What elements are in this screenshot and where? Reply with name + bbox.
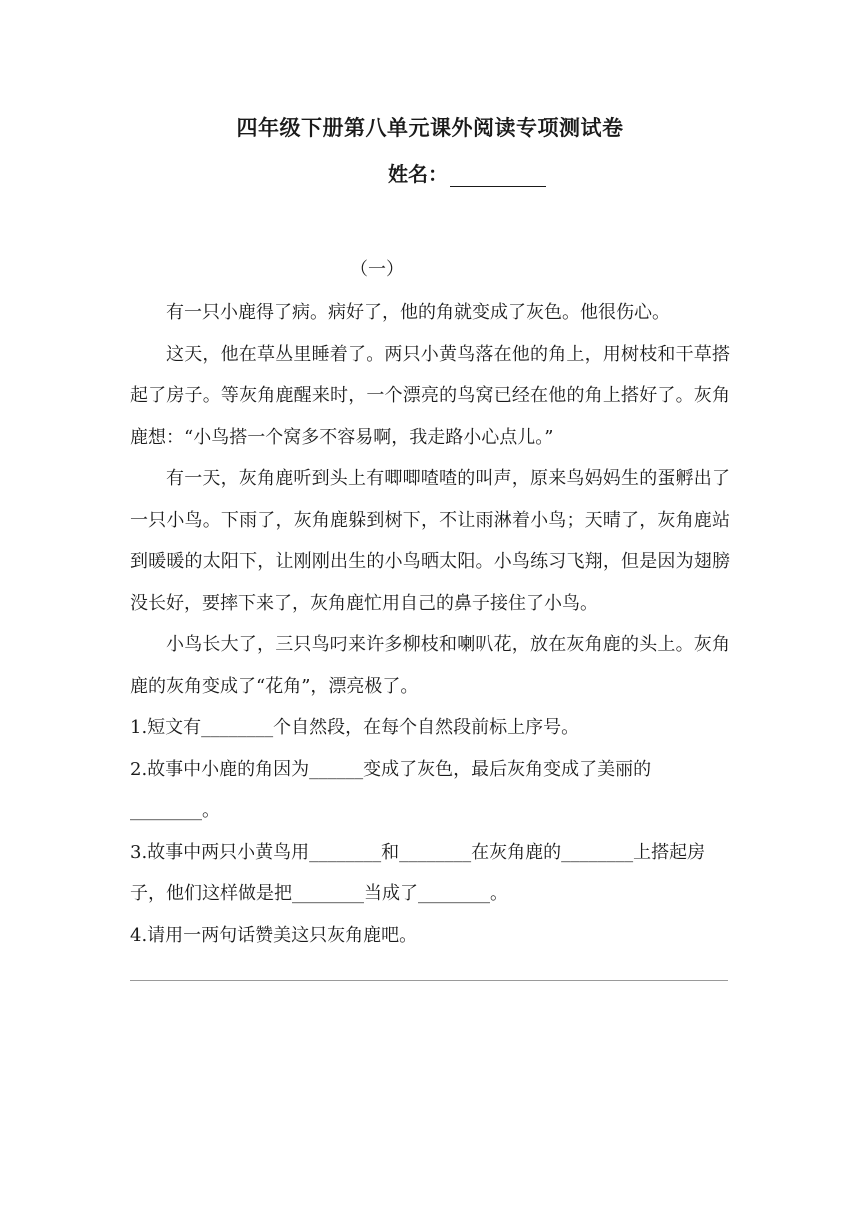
- name-field-row: [388, 158, 546, 187]
- question-2: 2.故事中小鹿的角因为______变成了灰色，最后灰角变成了美丽的________。: [130, 758, 652, 821]
- question-1: 1.短文有________个自然段，在每个自然段前标上序号。: [130, 717, 580, 738]
- reading-passage: [130, 292, 730, 981]
- paragraph-3: 有一天，灰角鹿听到头上有唧唧喳喳的叫声，原来鸟妈妈生的蛋孵出了一只小鸟。下雨了，灰角鹿躲到树下，不让雨淋着小鸟；天晴了，灰角鹿站到暖暖的太阳下，让刚刚出生的小鸟晒太阳。小鸟练习飞翔，但是因为翅膀没长好，要摔下来了，灰角鹿忙用自己的鼻子接住了小鸟。: [130, 468, 730, 614]
- section-heading: （一）: [350, 259, 404, 280]
- answer-line-question-4[interactable]: [130, 966, 728, 981]
- page-title: 四年级下册第八单元课外阅读专项测试卷: [236, 115, 624, 140]
- name-label: 姓名：: [388, 162, 448, 186]
- question-4: 4.请用一两句话赞美这只灰角鹿吧。: [130, 924, 418, 946]
- question-3: 3.故事中两只小黄鸟用________和________在灰角鹿的________上搭起房子，他们这样做是把________当成了________。: [130, 841, 706, 904]
- paragraph-1: 有一只小鹿得了病。病好了，他的角就变成了灰色。他很伤心。: [166, 302, 670, 323]
- paragraph-2: 这天，他在草丛里睡着了。两只小黄鸟落在他的角上，用树枝和干草搭起了房子。等灰角鹿醒来时，一个漂亮的鸟窝已经在他的角上搭好了。灰角鹿想：“小鸟搭一个窝多不容易啊，我走路小心点儿。”: [130, 343, 730, 448]
- name-blank-line[interactable]: [450, 164, 546, 187]
- paragraph-4: 小鸟长大了，三只鸟叼来许多柳枝和喇叭花，放在灰角鹿的头上。灰角鹿的灰角变成了“花角”，漂亮极了。: [130, 634, 730, 697]
